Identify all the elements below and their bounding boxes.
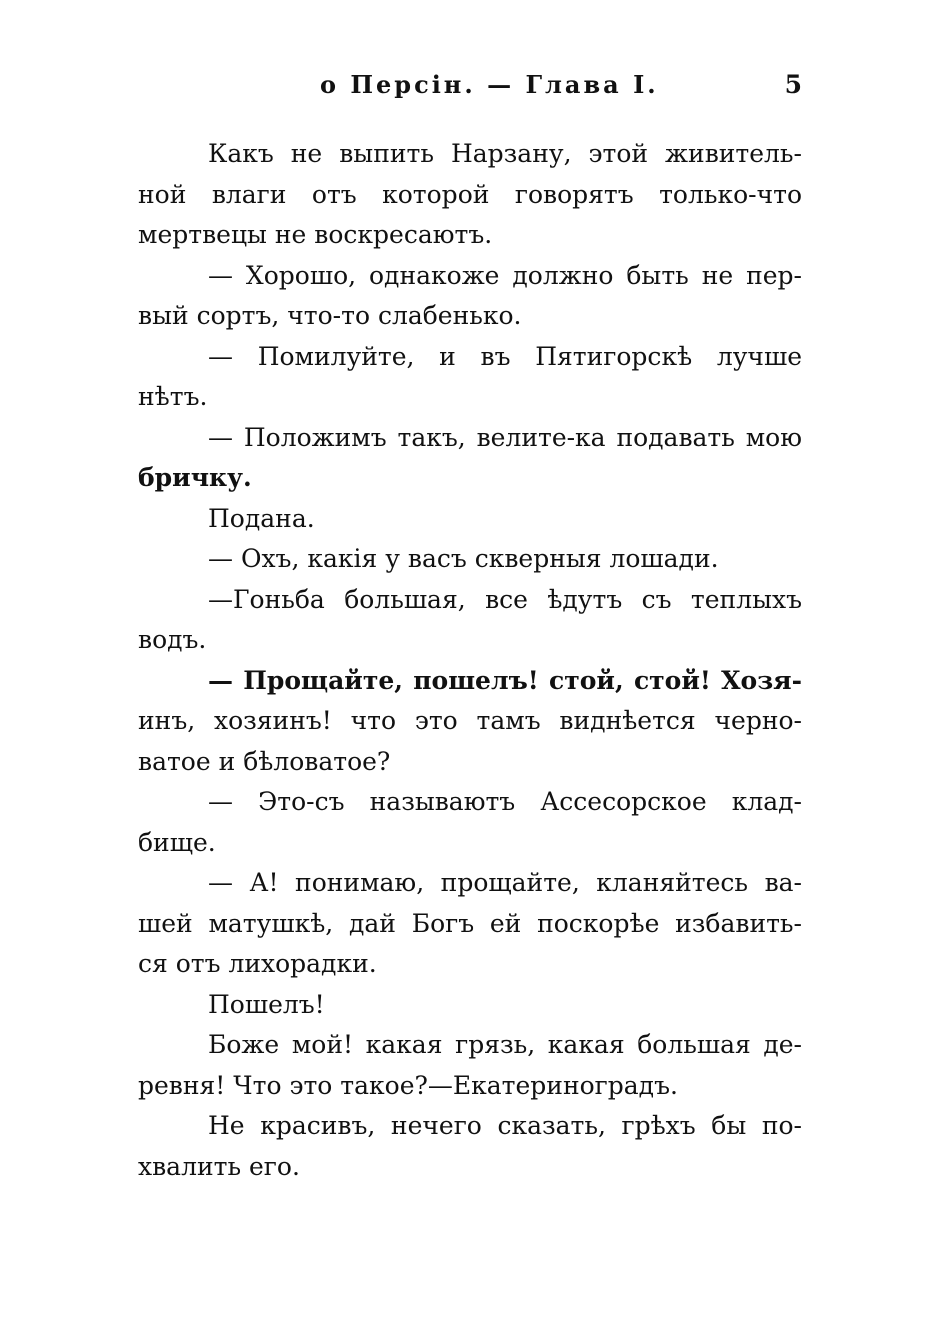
- text-line: Пошелъ!: [208, 989, 325, 1019]
- text-line: Не красивъ, нечего сказать, грѣхъ бы по-: [208, 1111, 802, 1140]
- text-line: — Помилуйте, и въ Пятигорскѣ лучше: [208, 341, 802, 371]
- text-line: — Положимъ такъ, велите-ка подавать мою: [208, 422, 802, 452]
- running-title: о Персін. — Глава I.: [320, 70, 659, 99]
- text-line: — А! понимаю, прощайте, кланяйтесь ва-: [208, 868, 802, 897]
- text-line: — Охъ, какія у васъ скверныя лошади.: [208, 544, 719, 573]
- text-line: бричку.: [138, 463, 252, 492]
- text-line: ной влаги отъ которой говорятъ только-что: [138, 179, 802, 209]
- text-line: Какъ не выпить Нарзану, этой живитель-: [208, 139, 802, 168]
- text-line: — Хорошо, однакоже должно быть не пер-: [208, 260, 802, 290]
- text-line: ревня! Что это такое?—Екатериноградъ.: [138, 1070, 678, 1100]
- text-line: водъ.: [138, 625, 207, 654]
- text-line: хвалить его.: [138, 1151, 300, 1181]
- text-line: — Прощайте, пошелъ! стой, стой! Хозя-: [208, 665, 802, 695]
- text-line: ватое и бѣловатое?: [138, 746, 391, 776]
- text-line: —Гоньба большая, все ѣдутъ съ теплыхъ: [208, 584, 802, 614]
- body-text: [138, 134, 802, 1187]
- text-line: нѣтъ.: [138, 382, 208, 411]
- text-line: инъ, хозяинъ! что это тамъ виднѣется черно-: [138, 706, 802, 735]
- text-line: мертвецы не воскресаютъ.: [138, 220, 493, 249]
- running-head: [138, 70, 802, 106]
- text-line: шей матушкѣ, дай Богъ ей поскорѣе избавить-: [138, 908, 802, 938]
- text-line: — Это-съ называютъ Ассесорское клад-: [208, 787, 802, 816]
- text-line: Подана.: [208, 503, 315, 533]
- text-line: бище.: [138, 827, 216, 857]
- text-line: Боже мой! какая грязь, какая большая де-: [208, 1030, 802, 1059]
- text-line: вый сортъ, что-то слабенько.: [138, 301, 522, 330]
- text-line: ся отъ лихорадки.: [138, 949, 377, 978]
- page-number: 5: [784, 70, 802, 99]
